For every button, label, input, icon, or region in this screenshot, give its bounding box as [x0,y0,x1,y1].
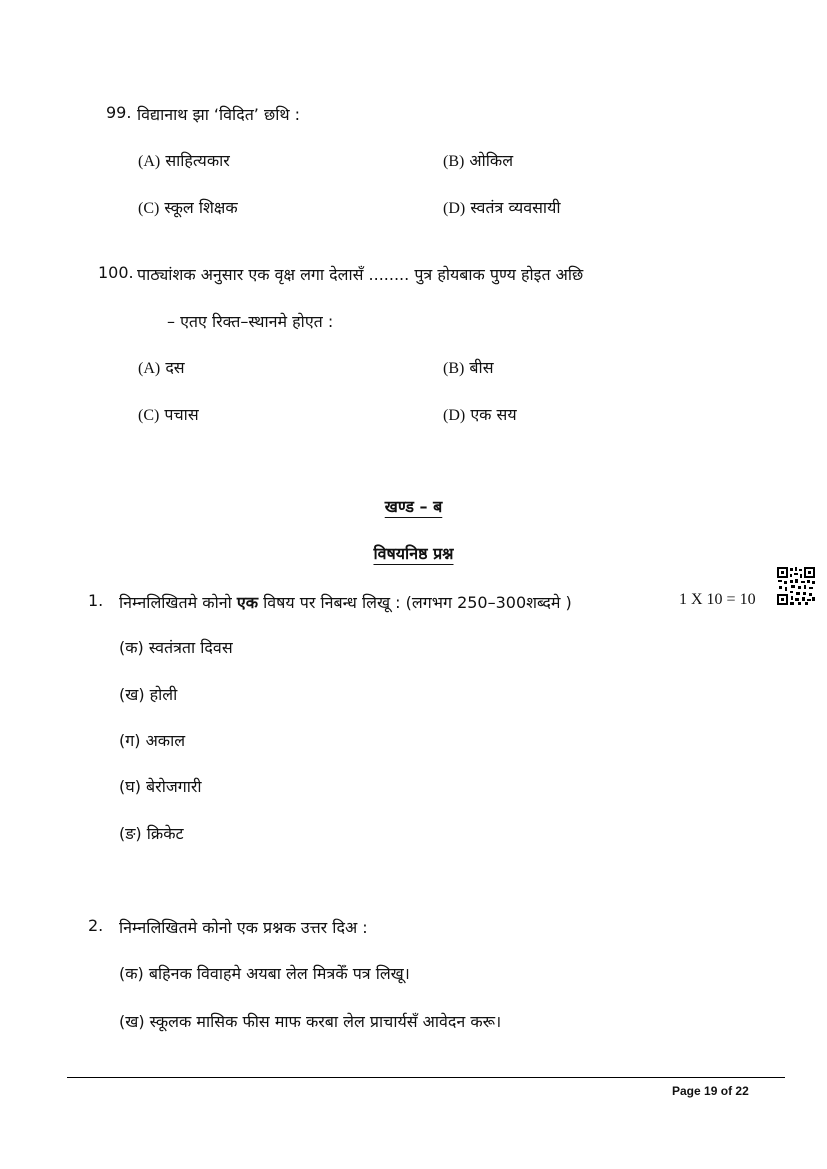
q99-option-c [138,196,238,218]
footer-divider [67,1077,785,1078]
question-100-number: 100. [98,263,134,282]
option-text: पचास [164,405,199,424]
subjective-q1-text [119,591,572,613]
option-text: दस [165,358,185,377]
option-text: ओकिल [469,151,514,170]
q100-option-a [138,356,185,378]
q2-item: (क) बहिनक विवाहमे अयबा लेल मित्रकेँ पत्र लिखू। [119,964,410,983]
q1-marks: 1 X 10 = 10 [679,591,756,608]
option-letter: (C) [138,407,160,424]
option-text: स्वतंत्र व्यवसायी [470,198,561,217]
q2-item: (ख) स्कूलक मासिक फीस माफ करबा लेल प्राचार्यसँ आवेदन करू। [119,1012,502,1031]
q99-option-b [443,149,513,171]
question-99-number: 99. [106,103,132,122]
q100-option-b [443,356,494,378]
question-99-text: विद्यानाथ झा ‘विदित’ छथि : [137,105,301,124]
q1-item: (ङ) क्रिकेट [119,824,184,843]
option-letter: (B) [443,153,465,170]
q100-option-d [443,403,517,425]
page-of: of [720,1084,733,1098]
q100-option-c [138,403,199,425]
section-subtitle: विषयनिष्ठ प्रश्न [373,544,454,563]
option-letter: (D) [443,200,466,217]
subjective-q2-text: निम्नलिखितमे कोनो एक प्रश्नक उत्तर दिअ : [119,918,368,937]
q1-text-before: निम्नलिखितमे कोनो [119,593,232,612]
option-text: स्कूल शिक्षक [164,198,238,217]
q99-option-d [443,196,561,218]
option-letter: (C) [138,200,160,217]
q1-item: (ख) होली [119,685,178,704]
subjective-q1-number: 1. [88,591,104,610]
option-letter: (B) [443,360,465,377]
q1-item: (क) स्वतंत्रता दिवस [119,638,233,657]
page-label: Page [672,1084,701,1098]
page-total: 22 [735,1084,749,1098]
option-letter: (A) [138,153,161,170]
q1-text-bold: एक [236,593,258,612]
option-letter: (D) [443,407,466,424]
section-title: खण्ड – ब [384,497,443,516]
qr-code-icon [776,566,816,606]
option-text: साहित्यकार [165,151,230,170]
option-letter: (A) [138,360,161,377]
q99-option-a [138,149,230,171]
q1-text-after: विषय पर निबन्ध लिखू : (लगभग 250–300शब्दमे ) [263,593,572,612]
page-number [672,1084,749,1098]
subjective-q2-number: 2. [88,916,104,935]
option-text: बीस [469,358,494,377]
q1-item: (घ) बेरोजगारी [119,777,202,796]
question-100-subtext: – एतए रिक्त–स्थानमे होएत : [167,312,334,331]
q1-item: (ग) अकाल [119,731,186,750]
question-100-text: पाठ्यांशक अनुसार एक वृक्ष लगा देलासँ ........ पुत्र होयबाक पुण्य होइत अछि [137,265,584,284]
option-text: एक सय [470,405,517,424]
page-current: 19 [704,1084,718,1098]
